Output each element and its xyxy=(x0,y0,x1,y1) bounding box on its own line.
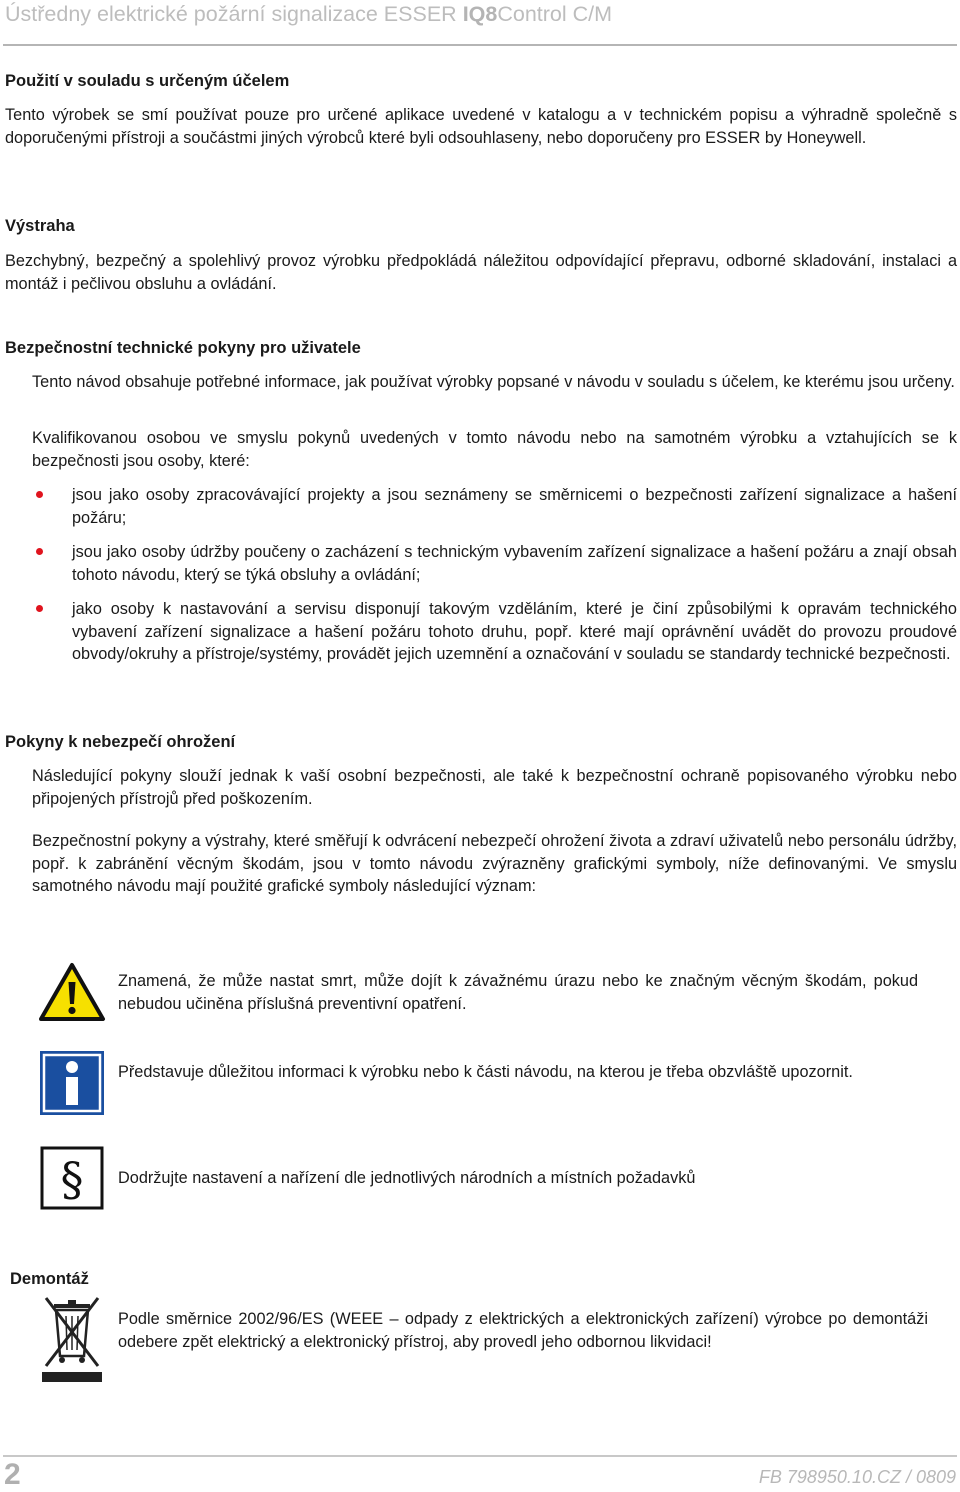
bullet-dot xyxy=(36,548,43,555)
footer-divider xyxy=(3,1455,957,1457)
symbol-warning-text: Znamená, že může nastat smrt, může dojít k závažnému úrazu nebo ke značným věcným škodám, pokud nebudou učiněna příslušná preventivní opatření. xyxy=(118,972,918,1013)
list-item: jsou jako osoby údržby poučeny o zacházení s technickým vybavením zařízení signalizace a hašení požáru a znají obsah tohoto návodu, který se týká obsluhy a ovládání; xyxy=(72,543,957,584)
page-number: 2 xyxy=(4,1458,21,1491)
crossed-bin-icon xyxy=(40,1294,104,1386)
document-code: FB 798950.10.CZ / 0809 xyxy=(758,1467,956,1487)
info-icon xyxy=(40,1051,104,1115)
paragraph-icon xyxy=(40,1146,104,1210)
symbol-regulations-text: Dodržujte nastavení a nařízení dle jednotlivých národních a místních požadavků xyxy=(118,1169,696,1187)
heading-safety-instructions: Bezpečnostní technické pokyny pro uživatele xyxy=(5,339,361,357)
safety-text-2: Kvalifikovanou osobou ve smyslu pokynů uvedených v tomto návodu nebo na samotném výrobku a vztahujících se k bezpečnosti jsou osoby, které: xyxy=(32,429,957,470)
header-title-main: Ústředny elektrické požární signalizace ESSER xyxy=(5,2,463,26)
header-title-tail: Control C/M xyxy=(497,2,613,26)
page-header-title xyxy=(5,2,612,27)
header-title-bold: IQ8 xyxy=(462,2,498,26)
heading-hazard-instructions: Pokyny k nebezpečí ohrožení xyxy=(5,733,236,751)
symbol-info-text: Představuje důležitou informaci k výrobku nebo k části návodu, na kterou je třeba obzvláště upozornit. xyxy=(118,1063,853,1081)
heading-warning: Výstraha xyxy=(5,217,75,235)
hazard-text-1: Následující pokyny slouží jednak k vaší osobní bezpečnosti, ale také k bezpečnostní ochraně popisovaného výrobku nebo připojených přístrojů před poškozením. xyxy=(32,767,957,808)
heading-intended-use: Použití v souladu s určeným účelem xyxy=(5,72,290,90)
warning-text: Bezchybný, bezpečný a spolehlivý provoz výrobku předpokládá náležitou odpovídající přepravu, odborné skladování, instalaci a montáž i pečlivou obsluhu a ovládání. xyxy=(5,252,957,293)
list-item: jsou jako osoby zpracovávající projekty a jsou seznámeny se směrnicemi o bezpečnosti zařízení signalizace a hašení požáru; xyxy=(72,486,957,527)
bullet-dot xyxy=(36,491,43,498)
disposal-text: Podle směrnice 2002/96/ES (WEEE – odpady z elektrických a elektronických zařízení) výrobce po demontáži odebere zpět elektrický a elektronický přístroj, aby provedl jeho odbornou likvidaci! xyxy=(118,1310,928,1351)
svg-text:§: § xyxy=(60,1152,84,1206)
header-divider xyxy=(3,44,957,46)
list-item: jako osoby k nastavování a servisu disponují takovým vzděláním, které je činí způsobilými k opravám technického vybavení zařízení signalizace a hašení požáru tohoto druhu, popř. které mají oprávnění uvádět do provozu proudové obvody/okruhy a přístroje/systémy, provádět jejich uzemnění a označování v souladu se standardy technické bezpečnosti. xyxy=(72,600,957,664)
safety-text-1: Tento návod obsahuje potřebné informace, jak používat výrobky popsané v návodu v souladu s účelem, ke kterému jsou určeny. xyxy=(32,373,955,391)
warning-triangle-icon xyxy=(38,962,106,1022)
hazard-text-2: Bezpečnostní pokyny a výstrahy, které směřují k odvrácení nebezpečí ohrožení života a zdraví uživatelů nebo personálu údržby, popř. k zabránění věcným škodám, jsou v tomto návodu zvýrazněny grafickými symboly, níže definovanými. Ve smyslu samotného návodu mají použité grafické symboly následující význam: xyxy=(32,832,957,896)
heading-disposal: Demontáž xyxy=(10,1270,89,1288)
intended-use-text: Tento výrobek se smí používat pouze pro určené aplikace uvedené v katalogu a v technickém popisu a výhradně společně s doporučenými přístroji a součástmi jiných výrobců které byli odsouhlaseny, nebo doporučeny pro ESSER by Honeywell. xyxy=(5,106,957,147)
bullet-dot xyxy=(36,605,43,612)
